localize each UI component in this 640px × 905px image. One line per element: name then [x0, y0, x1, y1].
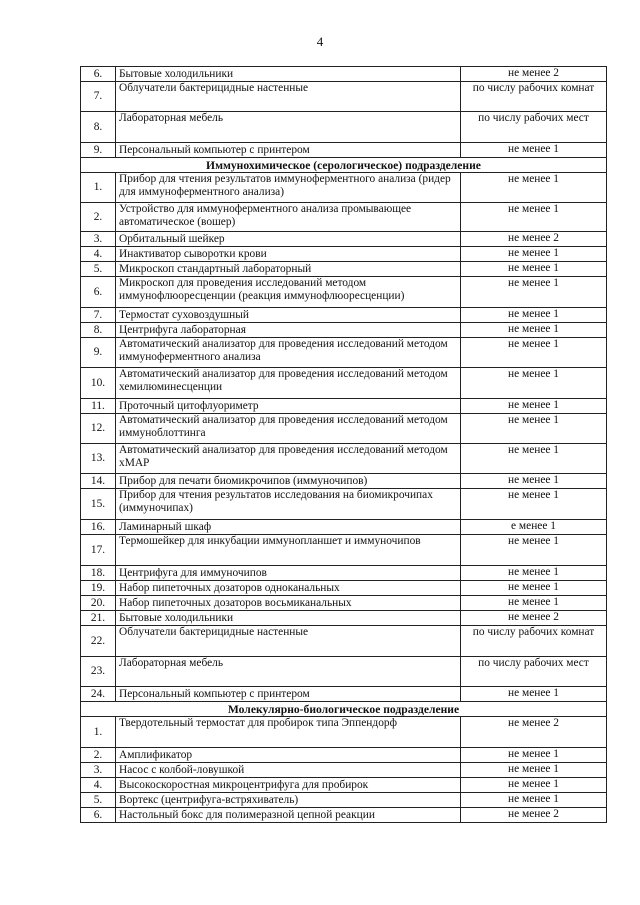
equipment-quantity: не менее 1 [461, 323, 607, 338]
table-row [81, 596, 607, 611]
table-row [81, 778, 607, 793]
equipment-name: Устройство для иммуноферментного анализа промывающее автоматическое (вошер) [116, 203, 461, 232]
table-row [81, 82, 607, 112]
table-row [81, 323, 607, 338]
page-number: 4 [316, 34, 324, 49]
equipment-name: Центрифуга для иммуночипов [116, 566, 461, 581]
equipment-name: Проточный цитофлуориметр [116, 399, 461, 414]
row-number: 9. [81, 143, 116, 158]
equipment-name: Вортекс (центрифуга-встряхиватель) [116, 793, 461, 808]
table-row [81, 581, 607, 596]
equipment-quantity: не менее 1 [461, 203, 607, 232]
row-number: 3. [81, 763, 116, 778]
row-number: 7. [81, 82, 116, 112]
row-number: 18. [81, 566, 116, 581]
table-row [81, 112, 607, 143]
section-header-row [81, 158, 607, 173]
row-number: 10. [81, 368, 116, 399]
row-number: 4. [81, 247, 116, 262]
row-number: 17. [81, 535, 116, 566]
table-row [81, 626, 607, 657]
table-row [81, 763, 607, 778]
equipment-name: Автоматический анализатор для проведения исследований методом хемилюминесценции [116, 368, 461, 399]
equipment-name: Бытовые холодильники [116, 611, 461, 626]
table-row [81, 474, 607, 489]
table-row [81, 143, 607, 158]
table-row [81, 748, 607, 763]
equipment-name: Ламинарный шкаф [116, 520, 461, 535]
row-number: 6. [81, 808, 116, 823]
row-number: 11. [81, 399, 116, 414]
equipment-quantity: по числу рабочих комнат [461, 626, 607, 657]
row-number: 23. [81, 657, 116, 687]
equipment-quantity: не менее 1 [461, 262, 607, 277]
equipment-name: Прибор для чтения результатов исследования на биомикрочипах (иммуночипах) [116, 489, 461, 520]
equipment-name: Лабораторная мебель [116, 112, 461, 143]
row-number: 2. [81, 203, 116, 232]
table-row [81, 717, 607, 748]
row-number: 5. [81, 262, 116, 277]
table-row [81, 657, 607, 687]
equipment-quantity: не менее 1 [461, 338, 607, 368]
table-row [81, 262, 607, 277]
equipment-quantity: не менее 1 [461, 474, 607, 489]
row-number: 2. [81, 748, 116, 763]
equipment-name: Центрифуга лабораторная [116, 323, 461, 338]
table-row [81, 535, 607, 566]
table-row [81, 566, 607, 581]
equipment-quantity: не менее 1 [461, 414, 607, 444]
row-number: 3. [81, 232, 116, 247]
equipment-name: Микроскоп для проведения исследований методом иммунофлюоресценции (реакция иммунофлюоресценции) [116, 277, 461, 308]
table-row [81, 687, 607, 702]
equipment-quantity: не менее 1 [461, 793, 607, 808]
equipment-name: Бытовые холодильники [116, 67, 461, 82]
row-number: 14. [81, 474, 116, 489]
equipment-name: Персональный компьютер с принтером [116, 687, 461, 702]
equipment-quantity: не менее 2 [461, 808, 607, 823]
equipment-quantity: не менее 1 [461, 173, 607, 203]
equipment-name: Насос с колбой-ловушкой [116, 763, 461, 778]
equipment-name: Термошейкер для инкубации иммунопланшет и иммуночипов [116, 535, 461, 566]
row-number: 22. [81, 626, 116, 657]
equipment-name: Микроскоп стандартный лабораторный [116, 262, 461, 277]
equipment-name: Прибор для чтения результатов иммуноферментного анализа (ридер для иммуноферментного анализа) [116, 173, 461, 203]
equipment-name: Прибор для печати биомикрочипов (иммуночипов) [116, 474, 461, 489]
equipment-name: Облучатели бактерицидные настенные [116, 82, 461, 112]
equipment-quantity: не менее 1 [461, 763, 607, 778]
section-title: Иммунохимическое (серологическое) подразделение [81, 158, 607, 173]
row-number: 12. [81, 414, 116, 444]
equipment-quantity: по числу рабочих комнат [461, 82, 607, 112]
row-number: 1. [81, 717, 116, 748]
row-number: 8. [81, 323, 116, 338]
equipment-quantity: не менее 1 [461, 368, 607, 399]
equipment-quantity: не менее 1 [461, 581, 607, 596]
equipment-name: Лабораторная мебель [116, 657, 461, 687]
equipment-quantity: по числу рабочих мест [461, 112, 607, 143]
row-number: 19. [81, 581, 116, 596]
equipment-name: Набор пипеточных дозаторов восьмиканальных [116, 596, 461, 611]
row-number: 5. [81, 793, 116, 808]
row-number: 15. [81, 489, 116, 520]
equipment-quantity: не менее 1 [461, 277, 607, 308]
table-row [81, 368, 607, 399]
table-row [81, 414, 607, 444]
equipment-name: Автоматический анализатор для проведения исследований методом xMAP [116, 444, 461, 474]
equipment-name: Термостат суховоздушный [116, 308, 461, 323]
equipment-name: Настольный бокс для полимеразной цепной реакции [116, 808, 461, 823]
row-number: 8. [81, 112, 116, 143]
equipment-name: Амплификатор [116, 748, 461, 763]
equipment-quantity: не менее 1 [461, 308, 607, 323]
section-title: Молекулярно-биологическое подразделение [81, 702, 607, 717]
table-row [81, 247, 607, 262]
table-row [81, 611, 607, 626]
row-number: 7. [81, 308, 116, 323]
table-row [81, 232, 607, 247]
equipment-quantity: не менее 1 [461, 566, 607, 581]
equipment-name: Высокоскоростная микроцентрифуга для пробирок [116, 778, 461, 793]
equipment-quantity: не менее 2 [461, 717, 607, 748]
equipment-quantity: не менее 1 [461, 444, 607, 474]
table-row [81, 520, 607, 535]
equipment-name: Инактиватор сыворотки крови [116, 247, 461, 262]
table-row [81, 277, 607, 308]
table-row [81, 203, 607, 232]
row-number: 24. [81, 687, 116, 702]
row-number: 13. [81, 444, 116, 474]
equipment-name: Автоматический анализатор для проведения исследований методом иммуноблоттинга [116, 414, 461, 444]
row-number: 1. [81, 173, 116, 203]
table-row [81, 793, 607, 808]
row-number: 16. [81, 520, 116, 535]
equipment-quantity: не менее 1 [461, 143, 607, 158]
equipment-table [80, 66, 607, 823]
equipment-name: Набор пипеточных дозаторов одноканальных [116, 581, 461, 596]
table-row [81, 489, 607, 520]
equipment-name: Персональный компьютер с принтером [116, 143, 461, 158]
table-row [81, 308, 607, 323]
row-number: 6. [81, 67, 116, 82]
equipment-quantity: не менее 2 [461, 232, 607, 247]
equipment-name: Облучатели бактерицидные настенные [116, 626, 461, 657]
table-row [81, 444, 607, 474]
equipment-name: Твердотельный термостат для пробирок типа Эппендорф [116, 717, 461, 748]
equipment-quantity: е менее 1 [461, 520, 607, 535]
equipment-quantity: не менее 2 [461, 611, 607, 626]
equipment-quantity: по числу рабочих мест [461, 657, 607, 687]
equipment-quantity: не менее 1 [461, 489, 607, 520]
equipment-quantity: не менее 1 [461, 748, 607, 763]
table-row [81, 808, 607, 823]
table-row [81, 173, 607, 203]
equipment-quantity: не менее 1 [461, 687, 607, 702]
table-body [81, 67, 607, 823]
row-number: 6. [81, 277, 116, 308]
table-row [81, 338, 607, 368]
equipment-name: Орбитальный шейкер [116, 232, 461, 247]
row-number: 4. [81, 778, 116, 793]
equipment-quantity: не менее 1 [461, 399, 607, 414]
row-number: 21. [81, 611, 116, 626]
equipment-quantity: не менее 2 [461, 67, 607, 82]
section-header-row [81, 702, 607, 717]
equipment-quantity: не менее 1 [461, 247, 607, 262]
equipment-quantity: не менее 1 [461, 535, 607, 566]
equipment-quantity: не менее 1 [461, 778, 607, 793]
row-number: 9. [81, 338, 116, 368]
table-row [81, 399, 607, 414]
row-number: 20. [81, 596, 116, 611]
equipment-name: Автоматический анализатор для проведения исследований методом иммуноферментного анализа [116, 338, 461, 368]
table-row [81, 67, 607, 82]
equipment-quantity: не менее 1 [461, 596, 607, 611]
